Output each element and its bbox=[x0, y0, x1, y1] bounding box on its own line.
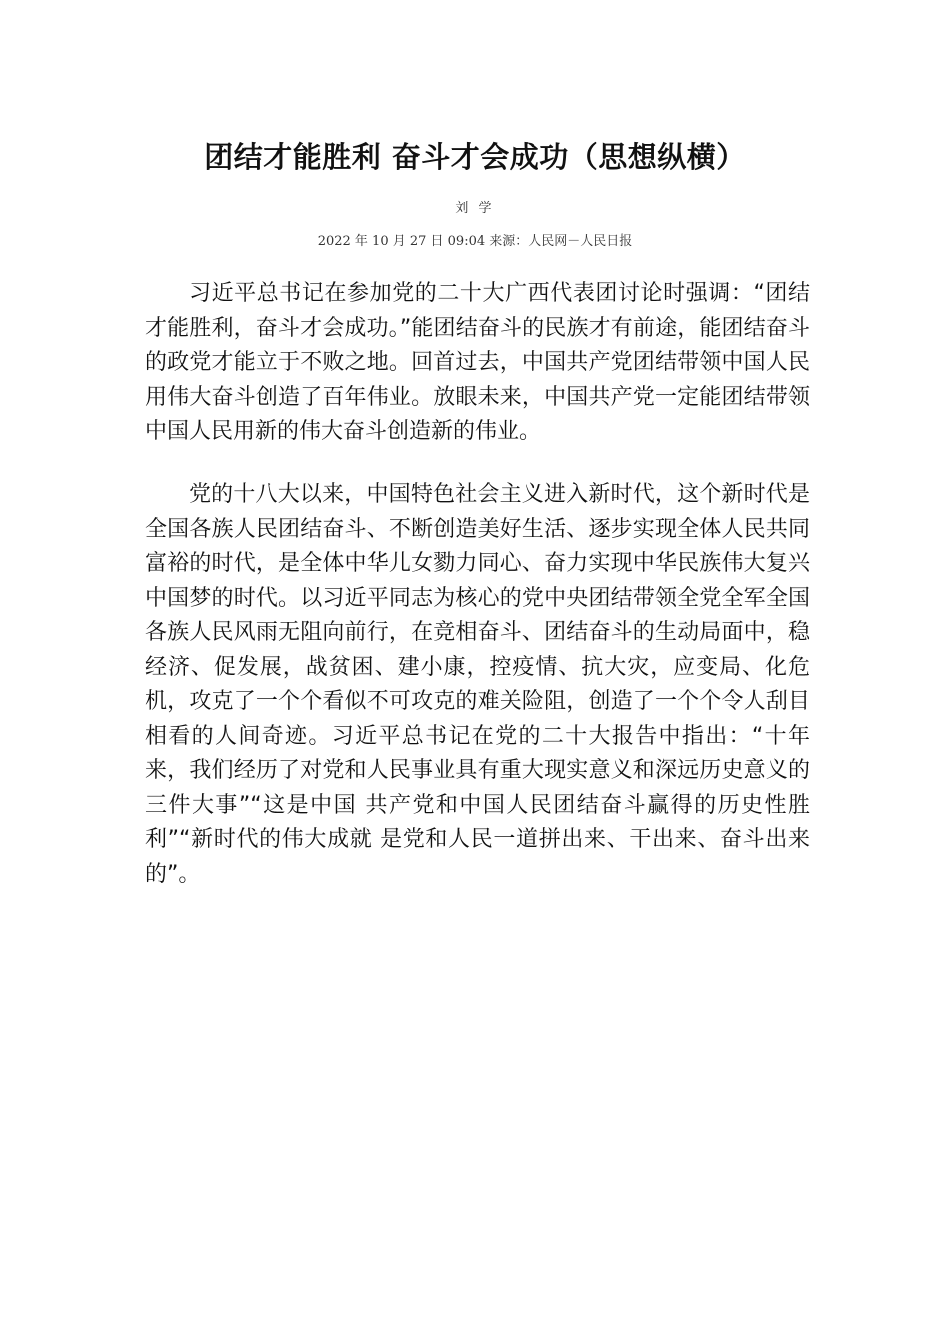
article-source: 来源：人民网－人民日报 bbox=[489, 234, 633, 249]
article-author: 刘 学 bbox=[455, 201, 495, 216]
article-paragraph: 习近平总书记在参加党的二十大广西代表团讨论时强调：“团结才能胜利，奋斗才会成功。”能团结奋斗的民族才有前途，能团结奋斗的政党才能立于不败之地。回首过去，中国共产党团结带领中国人民用伟大奋斗创造了百年伟业。放眼未来，中国共产党一定能团结带领中国人民用新的伟大奋斗创造新的伟业。 bbox=[145, 281, 810, 444]
article-title: 团结才能胜利 奋斗才会成功（思想纵横） bbox=[204, 140, 746, 174]
article-paragraph: 党的十八大以来，中国特色社会主义进入新时代，这个新时代是全国各族人民团结奋斗、不断创造美好生活、逐步实现全体人民共同富裕的时代，是全体中华儿女勠力同心、奋力实现中华民族伟大复兴中国梦的时代。以习近平同志为核心的党中央团结带领全党全军全国各族人民风雨无阻向前行，在竞相奋斗、团结奋斗的生动局面中，稳经济、促发展，战贫困、建小康，控疫情、抗大灾，应变局、化危机，攻克了一个个看似不可攻克的难关险阻，创造了一个个令人刮目相看的人间奇迹。习近平总书记在党的二十大报告中指出：“十年来，我们经历了对党和人民事业具有重大现实意义和深远历史意义的三件大事”“这是中国 共产党和中国人民团结奋斗赢得的历史性胜利”“新时代的伟大成就 是党和人民一道拼出来、干出来、奋斗出来的”。 bbox=[145, 482, 810, 887]
article-date: 2022 年 10 月 27 日 09:04 bbox=[317, 234, 486, 249]
article-meta bbox=[0, 233, 950, 251]
